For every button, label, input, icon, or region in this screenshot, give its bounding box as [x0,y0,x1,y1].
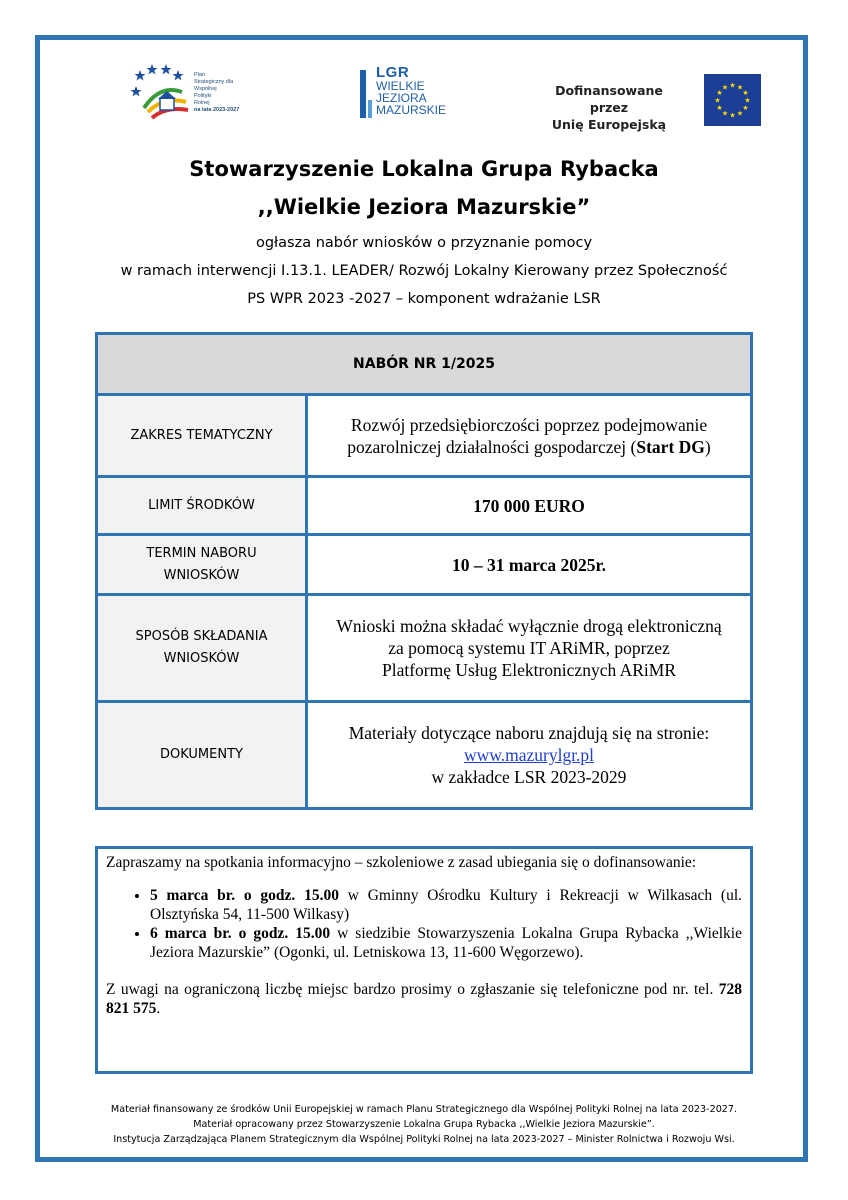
subtitle-line: PS WPR 2023 -2027 – komponent wdrażanie LSR [247,291,601,307]
lgr-line: WIELKIE [376,79,425,93]
phone-number: 728 821 575 [106,981,742,1017]
lgr-line: MAZURSKIE [376,103,447,117]
closing-text: Z uwagi na ograniczoną liczbę miejsc bardzo prosimy o zgłaszanie się telefoniczne pod nr. tel. [106,981,719,998]
eu-text-line1: Dofinansowane przez [555,83,663,115]
call-details-table [95,332,753,810]
lgr-logo-name [376,80,466,116]
lgr-logo-bar-icon [360,70,366,118]
meeting-item [150,886,742,924]
funds-limit-label: LIMIT ŚRODKÓW [97,477,307,535]
deadline-dates: 10 – 31 marca 2025r. [451,554,607,575]
info-intro: Zapraszamy na spotkania informacyjno – szkoleniowe z zasad ubiegania się o dofinansowanie: [106,854,697,871]
psp-emblem-icon [130,62,192,122]
eu-star-icon: ★ [736,83,744,92]
meeting-date: 6 marca br. o godz. 15.00 [150,925,331,942]
psp-text-line: Strategiczny dla [194,79,234,85]
eu-star-icon: ★ [721,83,729,92]
org-title-name: ,,Wielkie Jeziora Mazurskie” [257,195,591,219]
eu-star-icon: ★ [729,111,736,120]
eu-star-icon: ★ [742,104,749,112]
funds-limit-amount: 170 000 EURO [473,495,585,516]
psp-text-line: Wspólnej [194,86,217,92]
submission-method-label: SPOSÓB SKŁADANIA WNIOSKÓW [97,595,307,702]
scope-end: ) [704,436,711,457]
footer-line: Instytucja Zarządzająca Planem Strategicznym dla Wspólnej Polityki Rolnej na lata 2023-2027 – Minister Rolnictwa i Rozwoju Wsi. [113,1134,735,1145]
info-meetings-box [95,846,753,1074]
eu-star-icon: ★ [721,109,729,118]
funds-limit-value [307,477,752,535]
eu-funding-logo [524,70,764,130]
psp-logo-text [194,72,274,114]
eu-flag-icon [704,74,761,126]
scope-text: Rozwój przedsiębiorczości poprzez podejmowanie pozarolniczej działalności gospodarczej ( [347,414,708,457]
lgr-line: JEZIORA [376,91,427,105]
lgr-logo [356,64,466,124]
lgr-logo-title: LGR [376,64,410,81]
eu-funding-text [534,82,684,133]
info-closing [106,980,742,1018]
submission-method-value [307,595,752,702]
submission-line: za pomocą systemu IT ARiMR, poprzez [388,638,670,658]
footer-line: Materiał finansowany ze środków Unii Europejskiej w ramach Planu Strategicznego dla Wspólnej Polityki Rolnej na lata 2023-2027. [110,1104,738,1115]
meeting-item [150,924,742,962]
psp-text-line: Rolnej [194,100,210,106]
subtitle-line: w ramach interwencji I.13.1. LEADER/ Rozwój Lokalny Kierowany przez Społeczność [120,263,728,279]
org-title: Stowarzyszenie Lokalna Grupa Rybacka [189,157,659,181]
subtitle-line: ogłasza nabór wniosków o przyznanie pomocy [255,235,593,251]
submission-line: Wnioski można składać wyłącznie drogą elektroniczną [336,616,722,636]
psp-text-line: na lata 2023-2027 [194,107,240,113]
eu-star-icon: ★ [729,81,736,90]
eu-star-icon: ★ [714,96,721,105]
lgr-logo-bar2-icon [368,100,372,118]
deadline-value [307,535,752,595]
eu-star-icon: ★ [716,104,723,112]
website-link[interactable]: www.mazurylgr.pl [463,745,595,765]
scope-bold: Start DG [636,436,705,457]
scope-value [307,395,752,477]
meetings-list [106,886,742,962]
meeting-place: w siedzibie Stowarzyszenia Lokalna Grupa Rybacka ,,Wielkie Jeziora Mazurskie” (Ogonki, ul. Letniskowa 13, 11-600 Węgorzewo). [150,925,742,961]
psp-logo [130,60,270,130]
deadline-label: TERMIN NABORU WNIOSKÓW [97,535,307,595]
meeting-date: 5 marca br. o godz. 15.00 [150,887,339,904]
eu-star-icon: ★ [716,89,723,97]
meeting-place: w Gminny Ośrodku Kultury i Rekreacji w Wilkasach (ul. Olsztyńska 54, 11-500 Wilkasy) [150,887,743,923]
documents-line: Materiały dotyczące naboru znajdują się na stronie: [348,723,710,743]
eu-star-icon: ★ [736,109,744,118]
scope-label: ZAKRES TEMATYCZNY [97,395,307,477]
eu-text-line2: Unię Europejską [551,117,667,132]
psp-text-line: Polityki [194,93,212,99]
submission-line: Platformę Usług Elektronicznych ARiMR [381,660,677,680]
documents-label: DOKUMENTY [97,702,307,809]
documents-value [307,702,752,809]
documents-line: w zakładce LSR 2023-2029 [431,767,627,787]
footer-line: Materiał opracowany przez Stowarzyszenie Lokalna Grupa Rybacka ,,Wielkie Jeziora Mazurskie”. [193,1119,655,1130]
call-number-header: NABÓR NR 1/2025 [97,334,752,395]
closing-end: . [156,1000,161,1017]
psp-text-line: Plan [194,72,206,78]
eu-star-icon: ★ [742,89,749,97]
eu-star-icon: ★ [744,96,751,105]
